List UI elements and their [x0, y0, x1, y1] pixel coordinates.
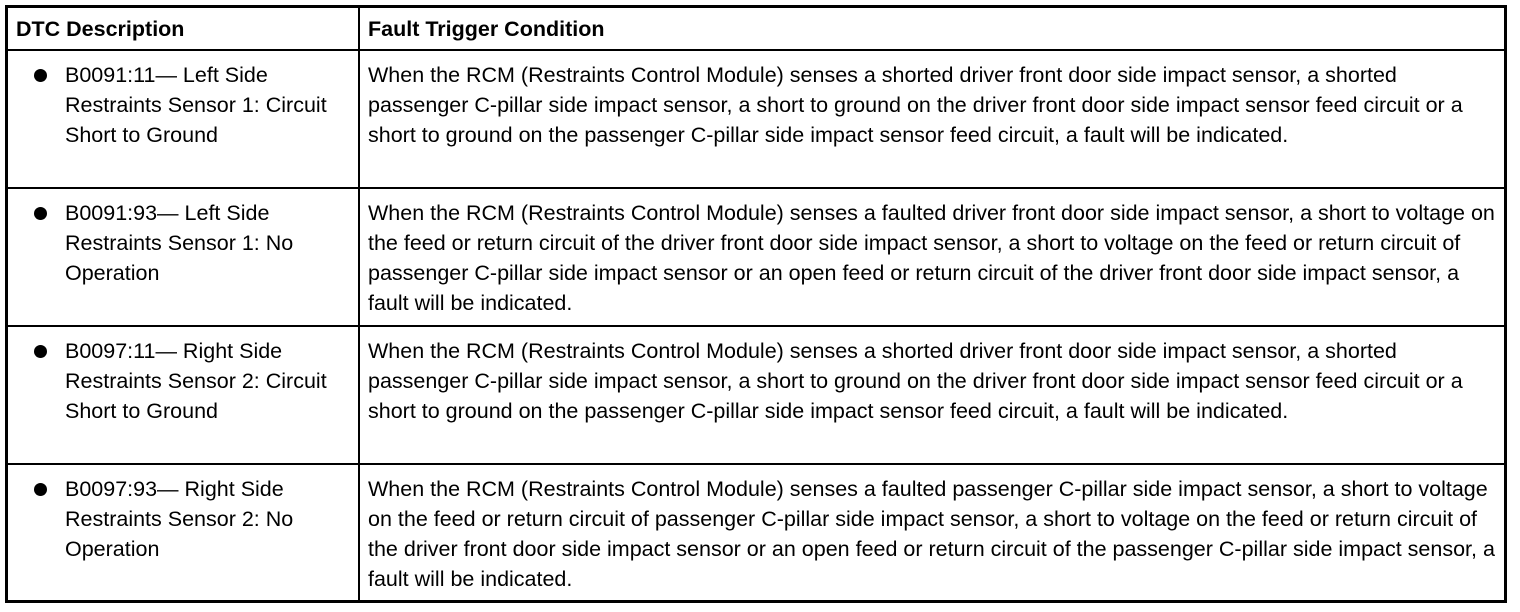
column-header-fault-trigger-condition: Fault Trigger Condition	[359, 8, 1504, 50]
table-row	[8, 188, 1504, 326]
dtc-description-text: B0097:93— Right Side Restraints Sensor 2: No Operation	[65, 477, 294, 561]
table-row	[8, 464, 1504, 602]
dtc-description-cell	[8, 326, 359, 464]
fault-trigger-condition-cell: When the RCM (Restraints Control Module) senses a shorted driver front door side impact sensor, a shorted passenger C-pillar side impact sensor, a short to ground on the driver front door side impact sensor feed circuit or a short to ground on the passenger C-pillar side impact sensor feed circuit, a fault will be indicated.	[359, 326, 1504, 464]
dtc-table-frame	[5, 5, 1507, 603]
dtc-description-text: B0091:93— Left Side Restraints Sensor 1: No Operation	[65, 201, 294, 285]
fault-trigger-condition-cell: When the RCM (Restraints Control Module) senses a faulted driver front door side impact sensor, a short to voltage on the feed or return circuit of the driver front door side impact sensor, a short to voltage on the feed or return circuit of passenger C-pillar side impact sensor or an open feed or return circuit of the driver front door side impact sensor, a fault will be indicated.	[359, 188, 1504, 326]
dtc-table	[8, 8, 1504, 602]
table-row	[8, 50, 1504, 188]
dtc-description-cell	[8, 188, 359, 326]
bullet-icon	[34, 483, 47, 496]
bullet-icon	[34, 345, 47, 358]
dtc-description-text: B0091:11— Left Side Restraints Sensor 1: Circuit Short to Ground	[65, 63, 327, 147]
bullet-icon	[34, 69, 47, 82]
column-header-dtc-description: DTC Description	[8, 8, 359, 50]
table-header-row	[8, 8, 1504, 50]
dtc-description-cell	[8, 50, 359, 188]
table-row	[8, 326, 1504, 464]
bullet-icon	[34, 207, 47, 220]
dtc-description-text: B0097:11— Right Side Restraints Sensor 2: Circuit Short to Ground	[65, 339, 327, 423]
fault-trigger-condition-cell: When the RCM (Restraints Control Module) senses a shorted driver front door side impact sensor, a shorted passenger C-pillar side impact sensor, a short to ground on the driver front door side impact sensor feed circuit or a short to ground on the passenger C-pillar side impact sensor feed circuit, a fault will be indicated.	[359, 50, 1504, 188]
fault-trigger-condition-cell: When the RCM (Restraints Control Module) senses a faulted passenger C-pillar side impact sensor, a short to voltage on the feed or return circuit of passenger C-pillar side impact sensor, a short to voltage on the feed or return circuit of the driver front door side impact sensor or an open feed or return circuit of the passenger C-pillar side impact sensor, a fault will be indicated.	[359, 464, 1504, 602]
dtc-description-cell	[8, 464, 359, 602]
